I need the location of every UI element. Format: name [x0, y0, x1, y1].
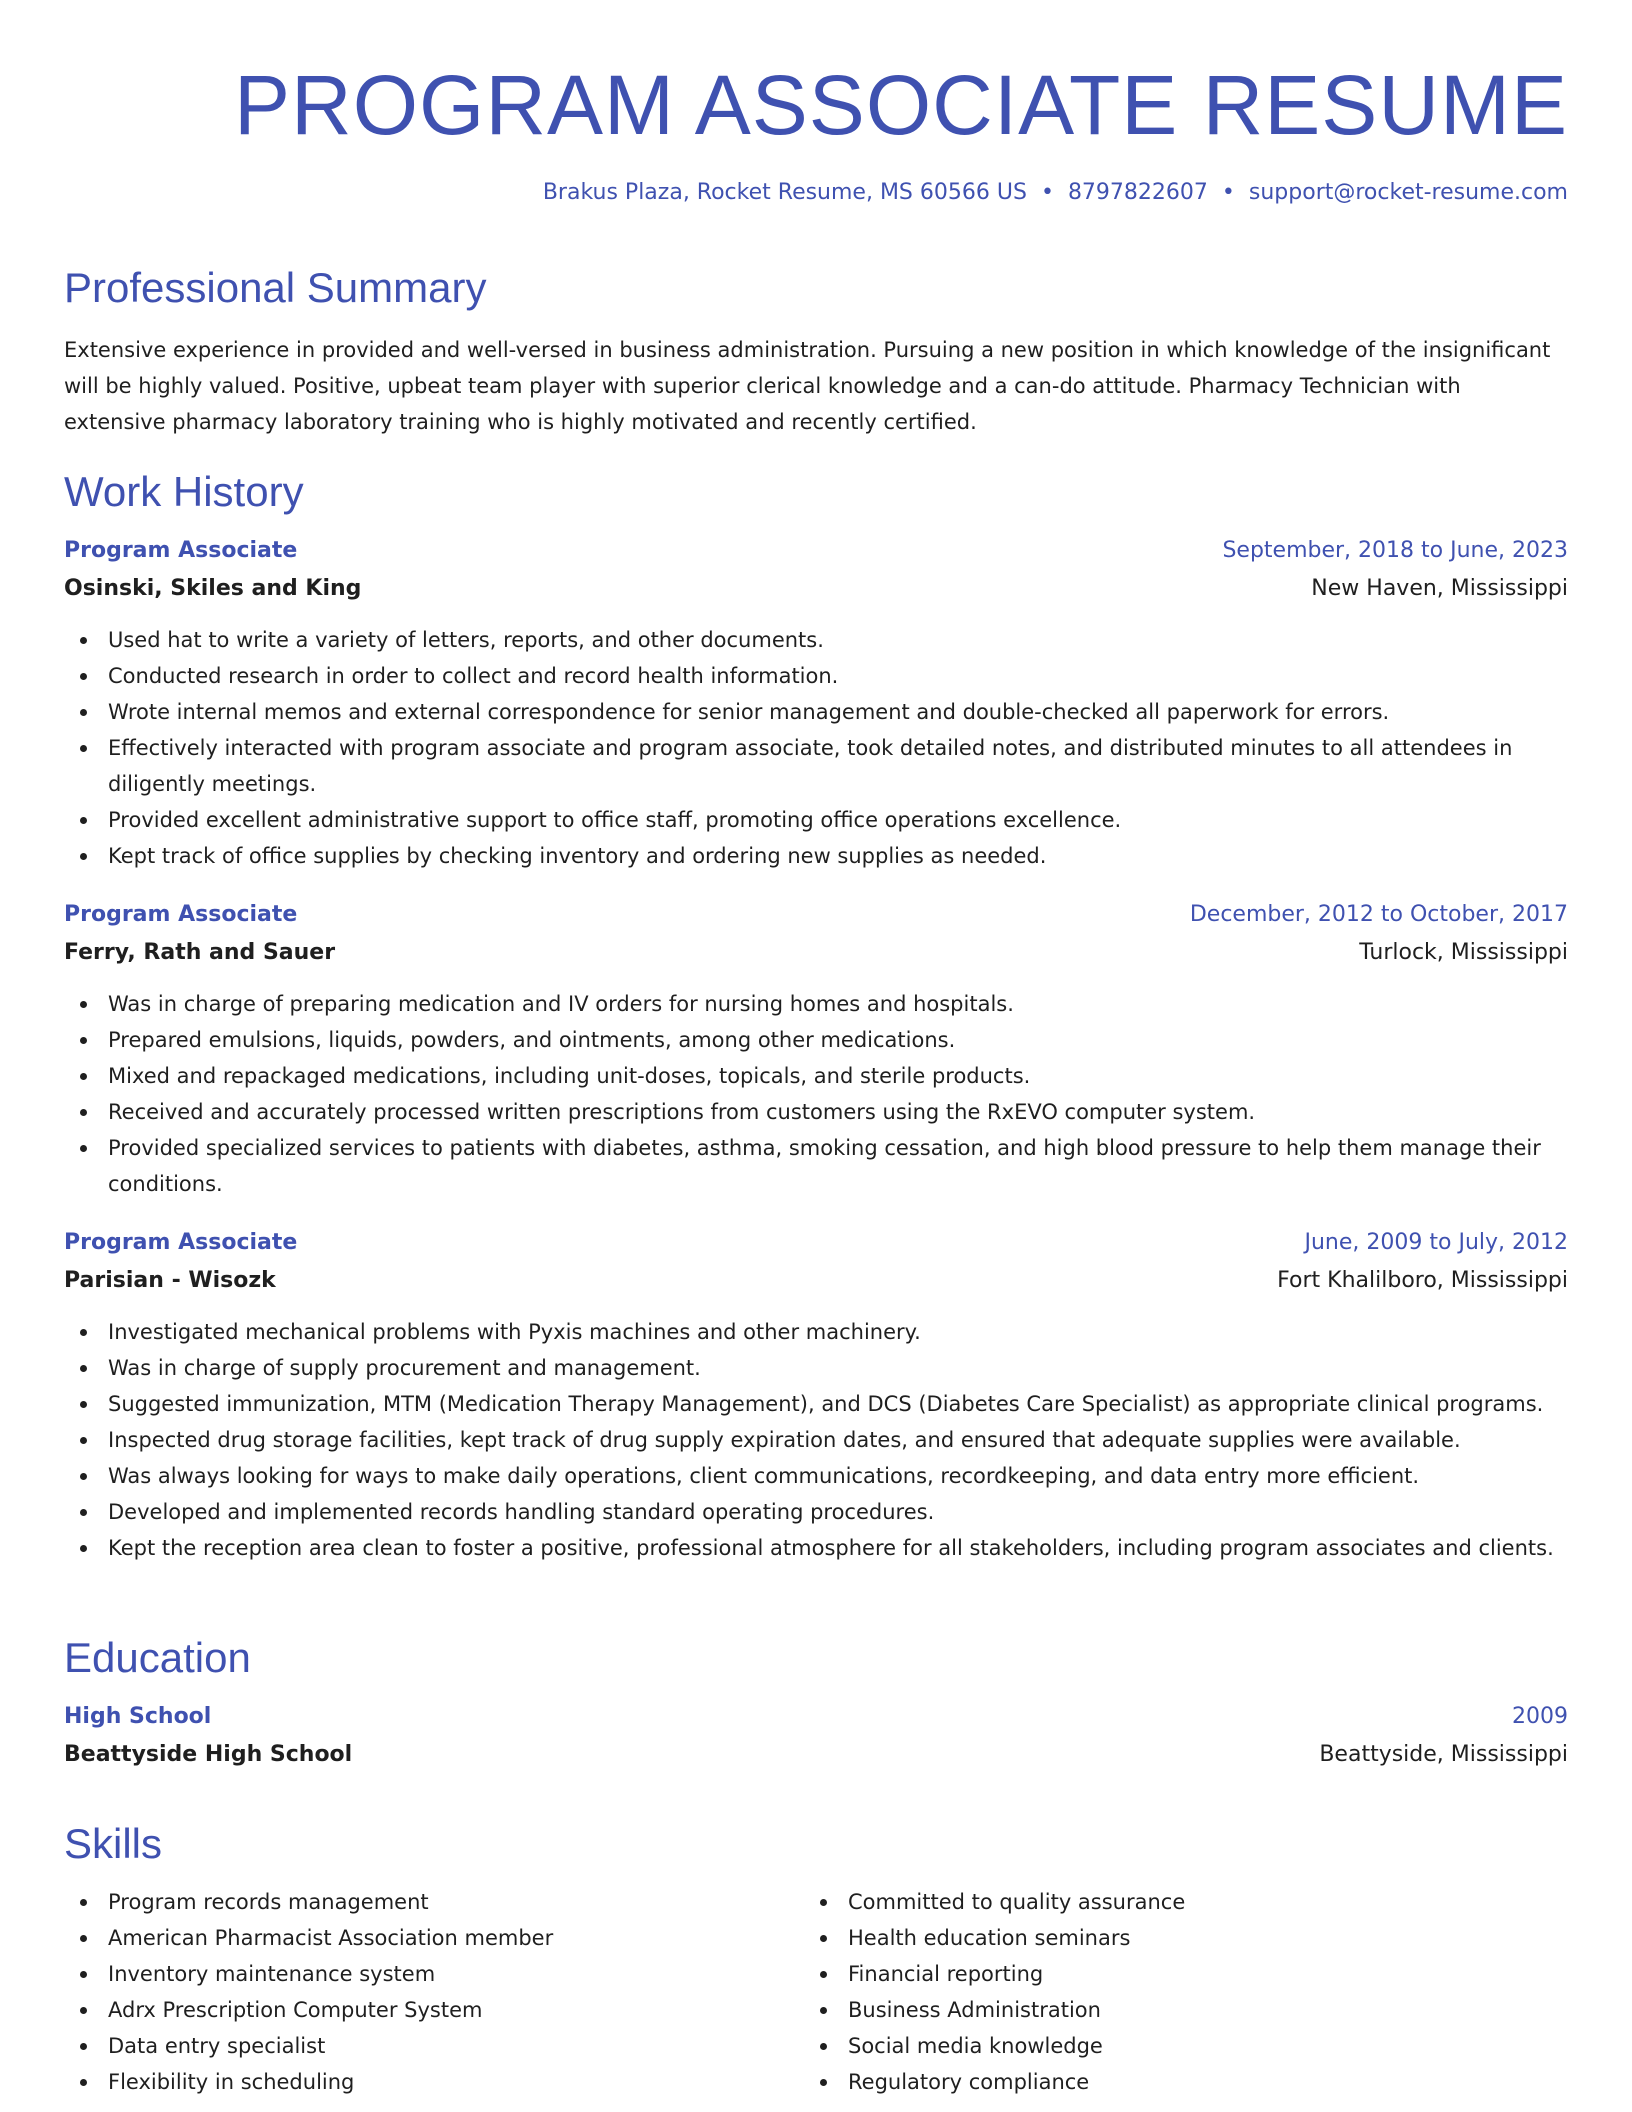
skill-item: Social media knowledge [804, 2028, 1544, 2064]
job-company-row [64, 1262, 1568, 1300]
skill-item: Business Administration [804, 1992, 1544, 2028]
job-bullet: Mixed and repackaged medications, including unit-doses, topicals, and sterile products. [64, 1058, 1568, 1094]
job-bullet: Was in charge of supply procurement and management. [64, 1350, 1568, 1386]
skill-item: Regulatory compliance [804, 2064, 1544, 2100]
skill-item: Health education seminars [804, 1920, 1544, 1956]
education-school: Beattyside High School [64, 1742, 353, 1767]
job-bullet: Conducted research in order to collect and record health information. [64, 658, 1568, 694]
job-bullet: Prepared emulsions, liquids, powders, and ointments, among other medications. [64, 1022, 1568, 1058]
education-header-row [64, 1698, 1568, 1736]
job-entry [64, 896, 1568, 1202]
job-location: Fort Khalilboro, Mississippi [1277, 1268, 1568, 1293]
section-title-education: Education [64, 1634, 251, 1681]
education-section [64, 1632, 1568, 1774]
job-bullet: Was always looking for ways to make daily operations, client communications, recordkeeping, and data entry more efficient. [64, 1458, 1568, 1494]
section-title-summary: Professional Summary [64, 264, 487, 311]
education-degree: High School [64, 1704, 212, 1729]
job-bullet: Provided excellent administrative support to office staff, promoting office operations excellence. [64, 802, 1568, 838]
contact-phone[interactable]: 8797822607 [1067, 180, 1208, 205]
job-bullet: Received and accurately processed written prescriptions from customers using the RxEVO computer system. [64, 1094, 1568, 1130]
skill-item: Data entry specialist [64, 2028, 804, 2064]
skills-list-left [64, 1884, 804, 2100]
resume-title: PROGRAM ASSOCIATE RESUME [234, 58, 1568, 152]
job-bullet: Suggested immunization, MTM (Medication Therapy Management), and DCS (Diabetes Care Specialist) as appropriate clinical programs. [64, 1386, 1568, 1422]
section-title-work-history: Work History [64, 468, 304, 515]
contact-separator: • [1221, 180, 1235, 205]
skills-grid [64, 1884, 1568, 2100]
job-bullet: Effectively interacted with program associate and program associate, took detailed notes, and distributed minutes to all attendees in diligently meetings. [64, 730, 1568, 802]
job-bullets [64, 1314, 1568, 1566]
skill-item: Flexibility in scheduling [64, 2064, 804, 2100]
job-bullet: Was in charge of preparing medication and IV orders for nursing homes and hospitals. [64, 986, 1568, 1022]
job-company-row [64, 934, 1568, 972]
job-company-row [64, 570, 1568, 608]
job-header-row [64, 896, 1568, 934]
contact-line [543, 180, 1568, 205]
job-location: Turlock, Mississippi [1359, 940, 1568, 965]
job-bullet: Provided specialized services to patients with diabetes, asthma, smoking cessation, and high blood pressure to help them manage their conditions. [64, 1130, 1568, 1202]
skill-item: American Pharmacist Association member [64, 1920, 804, 1956]
contact-separator: • [1040, 180, 1054, 205]
job-dates: December, 2012 to October, 2017 [1189, 902, 1568, 927]
contact-email[interactable]: support@rocket-resume.com [1248, 180, 1568, 205]
job-title: Program Associate [64, 538, 298, 563]
skills-section [64, 1818, 1568, 2100]
job-location: New Haven, Mississippi [1311, 576, 1568, 601]
summary-section [64, 262, 1568, 440]
skill-item: Program records management [64, 1884, 804, 1920]
contact-address: Brakus Plaza, Rocket Resume, MS 60566 US [542, 180, 1027, 205]
education-school-row [64, 1736, 1568, 1774]
job-title: Program Associate [64, 1230, 298, 1255]
job-dates: June, 2009 to July, 2012 [1304, 1230, 1568, 1255]
skill-item: Committed to quality assurance [804, 1884, 1544, 1920]
education-location: Beattyside, Mississippi [1319, 1742, 1568, 1767]
summary-text: Extensive experience in provided and well-versed in business administration. Pursuing a new position in which knowledge of the insignificant will be highly valued. Positive, upbeat team player with superior clerical knowledge and a can-do attitude. Pharmacy Technician with extensive pharmacy laboratory training who is highly motivated and recently certified. [64, 338, 1551, 434]
skill-item: Adrx Prescription Computer System [64, 1992, 804, 2028]
job-entry [64, 1224, 1568, 1566]
job-title: Program Associate [64, 902, 298, 927]
job-bullets [64, 986, 1568, 1202]
job-entry [64, 532, 1568, 874]
skill-item: Financial reporting [804, 1956, 1544, 1992]
job-bullet: Kept track of office supplies by checking inventory and ordering new supplies as needed. [64, 838, 1568, 874]
job-header-row [64, 1224, 1568, 1262]
work-history-section [64, 466, 1568, 1566]
skills-list-right [804, 1884, 1544, 2100]
job-bullets [64, 622, 1568, 874]
job-bullet: Used hat to write a variety of letters, reports, and other documents. [64, 622, 1568, 658]
job-header-row [64, 532, 1568, 570]
section-title-skills: Skills [64, 1820, 163, 1867]
education-year: 2009 [1512, 1704, 1568, 1729]
job-company: Parisian - Wisozk [64, 1268, 276, 1293]
job-bullet: Developed and implemented records handling standard operating procedures. [64, 1494, 1568, 1530]
job-bullet: Investigated mechanical problems with Pyxis machines and other machinery. [64, 1314, 1568, 1350]
job-company: Osinski, Skiles and King [64, 576, 362, 601]
job-bullet: Wrote internal memos and external correspondence for senior management and double-checked all paperwork for errors. [64, 694, 1568, 730]
resume-header [64, 60, 1568, 150]
job-dates: September, 2018 to June, 2023 [1222, 538, 1568, 563]
job-bullet: Kept the reception area clean to foster a positive, professional atmosphere for all stakeholders, including program associates and clients. [64, 1530, 1568, 1566]
skill-item: Inventory maintenance system [64, 1956, 804, 1992]
job-company: Ferry, Rath and Sauer [64, 940, 336, 965]
job-bullet: Inspected drug storage facilities, kept track of drug supply expiration dates, and ensured that adequate supplies were available. [64, 1422, 1568, 1458]
education-entry [64, 1698, 1568, 1774]
